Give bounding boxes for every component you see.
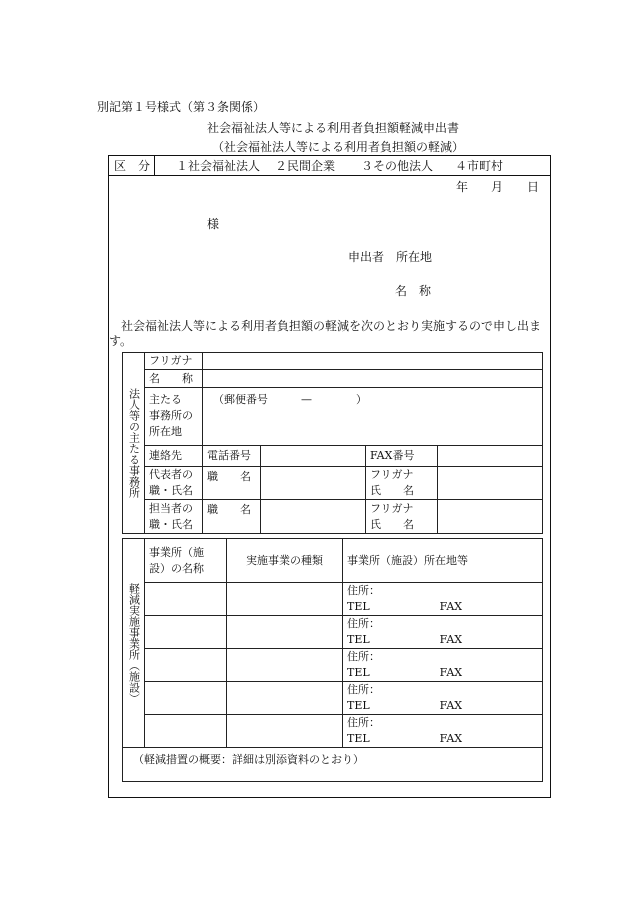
- staff-name-text: 氏 名: [370, 517, 414, 531]
- category-option-2[interactable]: ２民間企業: [275, 159, 336, 173]
- main-office-label-l1: 主たる: [149, 393, 182, 406]
- facility-name-input[interactable]: [145, 583, 227, 616]
- staff-furigana-label: フリガナ: [370, 501, 414, 515]
- representative-name-input[interactable]: [438, 467, 543, 500]
- facility-fax-label: FAX: [439, 633, 463, 646]
- form-title: 社会福祉法人等による利用者負担額軽減申出書: [207, 121, 460, 135]
- category-option-1[interactable]: １社会福祉法人: [176, 159, 261, 173]
- facility-contact-line: [347, 632, 538, 648]
- office-furigana-label: フリガナ: [145, 353, 203, 370]
- facility-fax-label: FAX: [439, 666, 463, 679]
- facility-contact-line: [347, 698, 538, 714]
- date-day: 日: [527, 180, 540, 194]
- facility-name-header-l1: 事業所（施: [149, 545, 204, 559]
- facility-fax-label: FAX: [439, 600, 463, 613]
- facility-tel-label: TEL: [347, 666, 370, 679]
- category-option-3[interactable]: ３その他法人: [361, 159, 434, 173]
- representative-position-input[interactable]: [261, 467, 366, 500]
- facility-address-cell[interactable]: [343, 649, 543, 682]
- facility-tel-label: TEL: [347, 732, 370, 745]
- facility-name-input[interactable]: [145, 616, 227, 649]
- facility-address-cell[interactable]: [343, 616, 543, 649]
- facility-name-header-l2: 設）の名称: [149, 561, 204, 575]
- form-subtitle: （社会福祉法人等による利用者負担額の軽減）: [212, 140, 465, 154]
- date-year: 年: [456, 180, 469, 194]
- facility-contact-line: [347, 599, 538, 615]
- facility-fax-label: FAX: [439, 732, 463, 745]
- category-label: 区 分: [114, 159, 151, 173]
- applicant-address-label: 所在地: [396, 250, 433, 264]
- office-table: [122, 352, 543, 534]
- office-name-input[interactable]: [203, 370, 543, 388]
- facility-fax-label: FAX: [439, 699, 463, 712]
- facility-address-label: 住所：: [347, 617, 380, 630]
- phone-label: 電話番号: [203, 446, 261, 467]
- representative-label-l2: 職・氏名: [149, 484, 193, 497]
- facility-name-input[interactable]: [145, 649, 227, 682]
- staff-label-l2: 職・氏名: [149, 517, 193, 531]
- facility-tel-label: TEL: [347, 699, 370, 712]
- office-side-label: 法人等の主たる事務所: [123, 353, 145, 534]
- staff-name-input[interactable]: [438, 500, 543, 534]
- facility-tel-label: TEL: [347, 633, 370, 646]
- facility-type-input[interactable]: [227, 649, 343, 682]
- facility-type-input[interactable]: [227, 583, 343, 616]
- representative-position-label: [203, 467, 261, 500]
- facility-address-label: 住所：: [347, 683, 380, 696]
- statement-line-2: す。: [109, 334, 133, 348]
- addressee-suffix: 様: [207, 217, 220, 231]
- facility-name-input[interactable]: [145, 682, 227, 715]
- representative-label: [145, 467, 203, 500]
- fax-input[interactable]: [438, 446, 543, 467]
- rep-position-text: 職 名: [207, 470, 251, 483]
- rep-name-label: 氏 名: [370, 484, 414, 497]
- category-divider: [154, 155, 155, 175]
- date-month: 月: [491, 180, 504, 194]
- facility-address-cell[interactable]: [343, 583, 543, 616]
- postal-code-label: （郵便番号 — ）: [213, 393, 367, 406]
- staff-position-text: 職 名: [207, 503, 251, 516]
- staff-label: [145, 500, 203, 534]
- fax-label: FAX番号: [366, 446, 438, 467]
- staff-name-label: [366, 500, 438, 534]
- statement-line-1: 社会福祉法人等による利用者負担額の軽減を次のとおり実施するので申し出ま: [121, 319, 542, 333]
- form-number: 別記第１号様式（第３条関係）: [97, 100, 266, 114]
- summary-cell[interactable]: [123, 748, 543, 782]
- representative-label-l1: 代表者の: [149, 468, 193, 481]
- facility-name-input[interactable]: [145, 715, 227, 748]
- facility-type-input[interactable]: [227, 715, 343, 748]
- facility-address-label: 住所：: [347, 584, 380, 597]
- applicant-prefix: 申出者: [348, 250, 385, 264]
- category-option-4[interactable]: ４市町村: [455, 159, 504, 173]
- facility-address-label: 住所：: [347, 650, 380, 663]
- office-name-label: 名 称: [145, 370, 203, 388]
- representative-name-label: [366, 467, 438, 500]
- facility-address-cell[interactable]: [343, 682, 543, 715]
- staff-label-l1: 担当者の: [149, 501, 193, 515]
- facility-address-header: 事業所（施設）所在地等: [343, 539, 543, 583]
- main-office-label: [145, 388, 203, 446]
- rep-furigana-label: フリガナ: [370, 468, 414, 481]
- main-office-label-l2: 事務所の: [149, 409, 193, 422]
- phone-input[interactable]: [261, 446, 366, 467]
- facility-type-input[interactable]: [227, 682, 343, 715]
- applicant-name-label: 名 称: [395, 284, 432, 298]
- facility-tel-label: TEL: [347, 600, 370, 613]
- facility-side-label: 軽減実施事業所（施設）: [123, 539, 145, 748]
- facility-address-cell[interactable]: [343, 715, 543, 748]
- contact-label: 連絡先: [145, 446, 203, 467]
- staff-position-label: [203, 500, 261, 534]
- facility-name-header: [145, 539, 227, 583]
- office-furigana-input[interactable]: [203, 353, 543, 370]
- facility-contact-line: [347, 665, 538, 681]
- facility-type-header: 実施事業の種類: [227, 539, 343, 583]
- main-office-label-l3: 所在地: [149, 425, 182, 438]
- facility-table: [122, 538, 543, 782]
- facility-type-input[interactable]: [227, 616, 343, 649]
- facility-address-label: 住所：: [347, 716, 380, 729]
- summary-label: （軽減措置の概要：詳細は別添資料のとおり）: [133, 753, 364, 766]
- facility-contact-line: [347, 731, 538, 747]
- staff-position-input[interactable]: [261, 500, 366, 534]
- main-office-address-input[interactable]: [203, 388, 543, 446]
